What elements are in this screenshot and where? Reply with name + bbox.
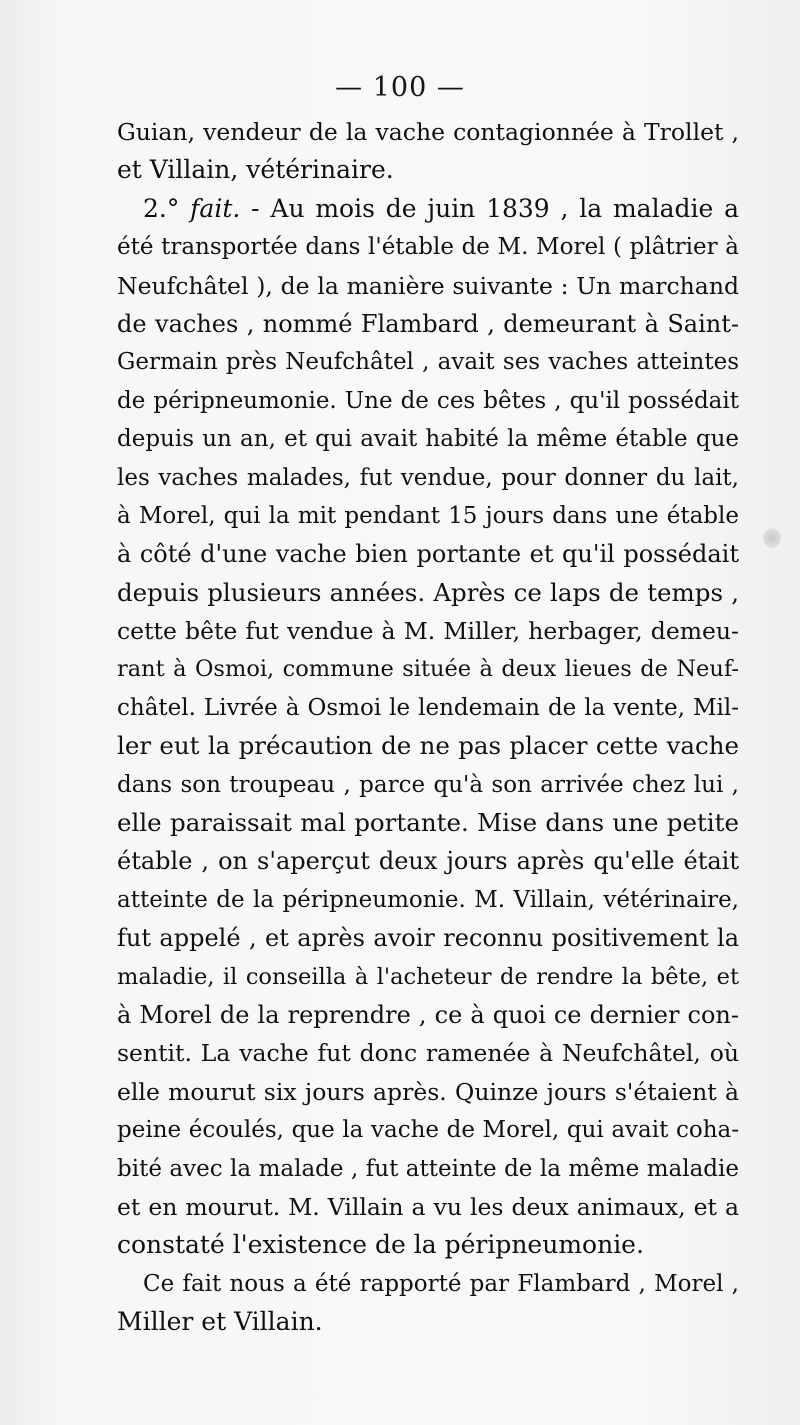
text-line: à Morel de la reprendre , ce à quoi ce dernier con- xyxy=(117,1000,739,1029)
text-line: Neufchâtel ), de la manière suivante : Un marchand xyxy=(117,271,739,300)
text-line: Guian, vendeur de la vache contagionnée à Trollet , xyxy=(117,118,739,146)
text-line: dans son troupeau , parce qu'à son arrivée chez lui , xyxy=(117,771,739,798)
text-line: les vaches malades, fut vendue, pour donner du lait, xyxy=(117,464,739,491)
text-line: sentit. La vache fut donc ramenée à Neufchâtel, où xyxy=(117,1039,739,1068)
page-body-text xyxy=(117,113,739,1342)
paper-blemish xyxy=(763,528,781,548)
text-line: de péripneumonie. Une de ces bêtes , qu'il possédait xyxy=(117,387,739,414)
text-line: Miller et Villain. xyxy=(117,1307,323,1337)
text-line: été transportée dans l'étable de M. Morel ( plâtrier à xyxy=(117,234,739,261)
page-number: — 100 — xyxy=(335,72,465,103)
text-line: cette bête fut vendue à M. Miller, herbager, demeu- xyxy=(117,617,739,646)
text-line: Ce fait nous a été rapporté par Flambard , Morel , xyxy=(143,1270,739,1297)
text-line: à côté d'une vache bien portante et qu'il possédait xyxy=(117,540,739,569)
text-line: et en mourut. M. Villain a vu les deux animaux, et a xyxy=(117,1192,739,1221)
section-text: - Au mois de juin 1839 , la maladie a xyxy=(240,193,739,223)
text-line: et Villain, vétérinaire. xyxy=(117,155,394,185)
text-line: maladie, il conseilla à l'acheteur de rendre la bête, et xyxy=(117,963,739,990)
text-line: fut appelé , et après avoir reconnu positivement la xyxy=(117,924,739,953)
text-line: elle paraissait mal portante. Mise dans une petite xyxy=(117,808,739,838)
text-line: elle mourut six jours après. Quinze jours s'étaient à xyxy=(117,1077,739,1106)
text-line-section-start xyxy=(117,190,739,228)
section-label-italic: fait. xyxy=(190,193,241,223)
text-line: de vaches , nommé Flambard , demeurant à Saint- xyxy=(117,309,739,338)
section-number: 2.° xyxy=(143,193,191,223)
text-line: atteinte de la péripneumonie. M. Villain, vétérinaire, xyxy=(117,886,739,913)
text-line: étable , on s'aperçut deux jours après qu'elle était xyxy=(117,847,739,876)
text-line: châtel. Livrée à Osmoi le lendemain de la vente, Mil- xyxy=(117,694,739,721)
text-line: bité avec la malade , fut atteinte de la même maladie xyxy=(117,1155,739,1182)
text-line: depuis un an, et qui avait habité la même étable que xyxy=(117,426,739,453)
text-line: peine écoulés, que la vache de Morel, qui avait coha- xyxy=(117,1117,739,1144)
text-line: à Morel, qui la mit pendant 15 jours dans une étable xyxy=(117,502,739,529)
text-line: depuis plusieurs années. Après ce laps de temps , xyxy=(117,577,739,607)
text-line: rant à Osmoi, commune située à deux lieues de Neuf- xyxy=(117,656,739,683)
text-line: constaté l'existence de la péripneumonie. xyxy=(117,1230,644,1260)
text-line: ler eut la précaution de ne pas placer cette vache xyxy=(117,731,739,761)
text-line: Germain près Neufchâtel , avait ses vaches atteintes xyxy=(117,349,739,376)
